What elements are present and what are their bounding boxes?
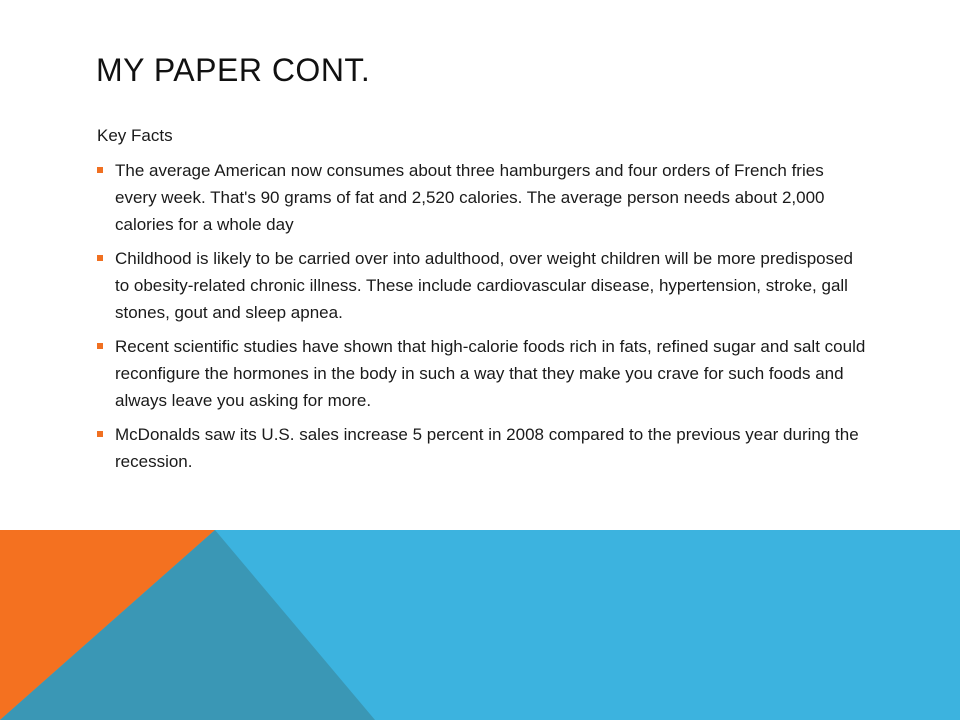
bullet-square-icon <box>97 431 103 437</box>
bullet-item <box>97 333 867 414</box>
key-facts-list <box>97 157 867 475</box>
bullet-item <box>97 157 867 238</box>
bullet-text: McDonalds saw its U.S. sales increase 5 percent in 2008 compared to the previous year during the recession. <box>115 425 859 471</box>
bullet-text: Recent scientific studies have shown that high-calorie foods rich in fats, refined sugar and salt could reconfigure the hormones in the body in such a way that they make you crave for such foods and always leave you asking for more. <box>115 337 866 410</box>
slide-content <box>97 123 867 482</box>
bullet-square-icon <box>97 167 103 173</box>
bullet-item <box>97 245 867 326</box>
bullet-text: Childhood is likely to be carried over into adulthood, over weight children will be more predisposed to obesity-related chronic illness. These include cardiovascular disease, hypertension, stroke, gall stones, gout and sleep apnea. <box>115 249 854 322</box>
bullet-text: The average American now consumes about three hamburgers and four orders of French fries every week. That's 90 grams of fat and 2,520 calories. The average person needs about 2,000 calories for a whole day <box>115 161 825 234</box>
decorative-footer-shapes <box>0 530 960 720</box>
bullet-square-icon <box>97 255 103 261</box>
key-facts-heading: Key Facts <box>97 126 173 145</box>
slide-title: MY PAPER CONT. <box>96 52 371 88</box>
bullet-item <box>97 421 867 475</box>
bullet-square-icon <box>97 343 103 349</box>
